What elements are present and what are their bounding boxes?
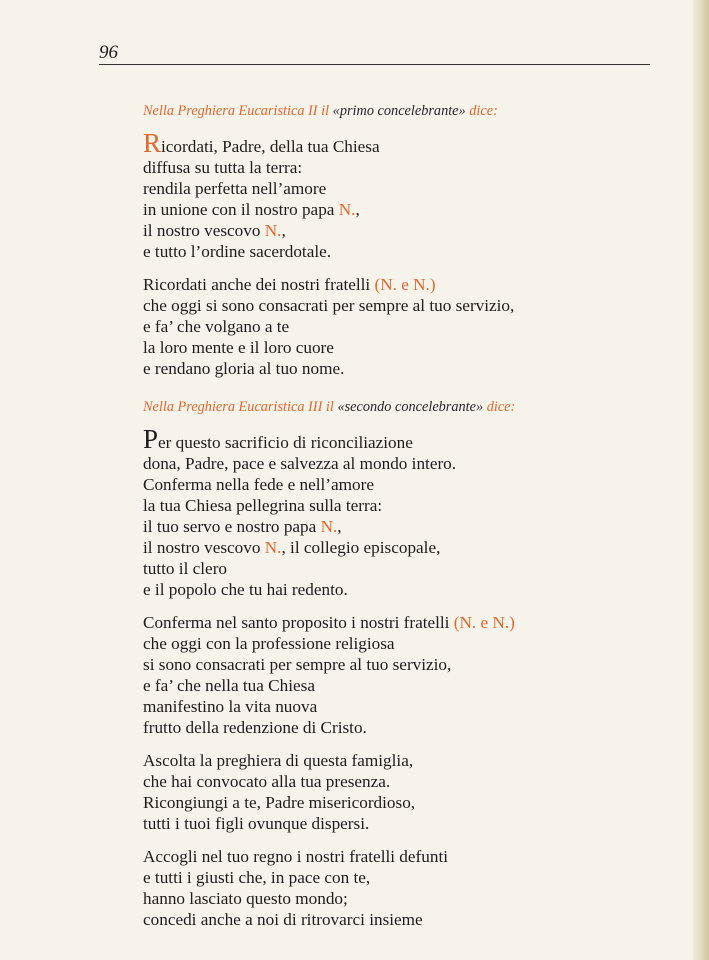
- page-content: [143, 101, 623, 930]
- prayer-line: Conferma nella fede e nell’amore: [143, 475, 374, 494]
- rubric-text: Nella Preghiera Eucaristica III il: [143, 399, 338, 415]
- prayer-line: diffusa su tutta la terra:: [143, 158, 303, 177]
- prayer-line: dona, Padre, pace e salvezza al mondo intero.: [143, 454, 457, 473]
- rubric-quote: «secondo concelebrante»: [337, 399, 484, 415]
- prayer-line: la tua Chiesa pellegrina sulla terra:: [143, 496, 383, 515]
- stanza-accogli: [143, 846, 623, 930]
- prayer-line: in unione con il nostro papa N.,: [143, 200, 360, 219]
- prayer-line: la loro mente e il loro cuore: [143, 338, 334, 357]
- prayer-line: il nostro vescovo N.,: [143, 221, 286, 240]
- prayer-line: Per questo sacrificio di riconciliazione: [143, 424, 413, 454]
- prayer-line: Ascolta la preghiera di questa famiglia,: [143, 751, 414, 770]
- name-placeholder: N.: [264, 538, 282, 557]
- rubric-prayer-iii: [143, 397, 623, 417]
- prayer-line: e fa’ che nella tua Chiesa: [143, 676, 315, 695]
- prayer-line: rendila perfetta nell’amore: [143, 179, 327, 198]
- rubric-text: Nella Preghiera Eucaristica II il: [143, 103, 333, 119]
- drop-cap: R: [143, 128, 162, 158]
- rubric-text-end: dice:: [465, 103, 498, 119]
- stanza-ricordati: [143, 128, 623, 262]
- prayer-line: tutti i tuoi figli ovunque dispersi.: [143, 814, 370, 833]
- page-number: 96: [99, 42, 118, 63]
- drop-cap: P: [143, 424, 159, 454]
- prayer-line: e tutto l’ordine sacerdotale.: [143, 242, 332, 261]
- rubric-quote: «primo concelebrante»: [332, 103, 466, 119]
- prayer-line: hanno lasciato questo mondo;: [143, 889, 348, 908]
- prayer-line: si sono consacrati per sempre al tuo servizio,: [143, 655, 452, 674]
- prayer-line: Accogli nel tuo regno i nostri fratelli defunti: [143, 847, 448, 866]
- stanza-conferma: [143, 612, 623, 738]
- rubric-text-end: dice:: [483, 399, 516, 415]
- stanza-per-questo: [143, 424, 623, 600]
- name-placeholder: N.: [264, 221, 282, 240]
- prayer-line: e fa’ che volgano a te: [143, 317, 290, 336]
- page-edge-shadow: [693, 0, 709, 960]
- prayer-line: il nostro vescovo N., il collegio episcopale,: [143, 538, 441, 557]
- prayer-line: il tuo servo e nostro papa N.,: [143, 517, 342, 536]
- prayer-line: tutto il clero: [143, 559, 228, 578]
- prayer-line: e rendano gloria al tuo nome.: [143, 359, 345, 378]
- prayer-line: Conferma nel santo proposito i nostri fratelli (N. e N.): [143, 613, 515, 632]
- prayer-line: Ricordati anche dei nostri fratelli (N. e N.): [143, 275, 436, 294]
- prayer-line: Ricordati, Padre, della tua Chiesa: [143, 128, 380, 158]
- name-placeholder: (N. e N.): [374, 275, 436, 294]
- prayer-line: e il popolo che tu hai redento.: [143, 580, 348, 599]
- prayer-line: e tutti i giusti che, in pace con te,: [143, 868, 371, 887]
- prayer-line: frutto della redenzione di Cristo.: [143, 718, 367, 737]
- prayer-line: che hai convocato alla tua presenza.: [143, 772, 391, 791]
- prayer-line: che oggi si sono consacrati per sempre al tuo servizio,: [143, 296, 515, 315]
- name-placeholder: N.: [338, 200, 356, 219]
- prayer-line: che oggi con la professione religiosa: [143, 634, 395, 653]
- prayer-line: manifestino la vita nuova: [143, 697, 318, 716]
- prayer-line: concedi anche a noi di ritrovarci insieme: [143, 910, 423, 929]
- rubric-prayer-ii: [143, 101, 623, 121]
- name-placeholder: N.: [320, 517, 338, 536]
- stanza-ricordati-fratelli: [143, 274, 623, 379]
- stanza-ascolta: [143, 750, 623, 834]
- prayer-line: Ricongiungi a te, Padre misericordioso,: [143, 793, 416, 812]
- name-placeholder: (N. e N.): [453, 613, 515, 632]
- header-rule: [99, 64, 650, 65]
